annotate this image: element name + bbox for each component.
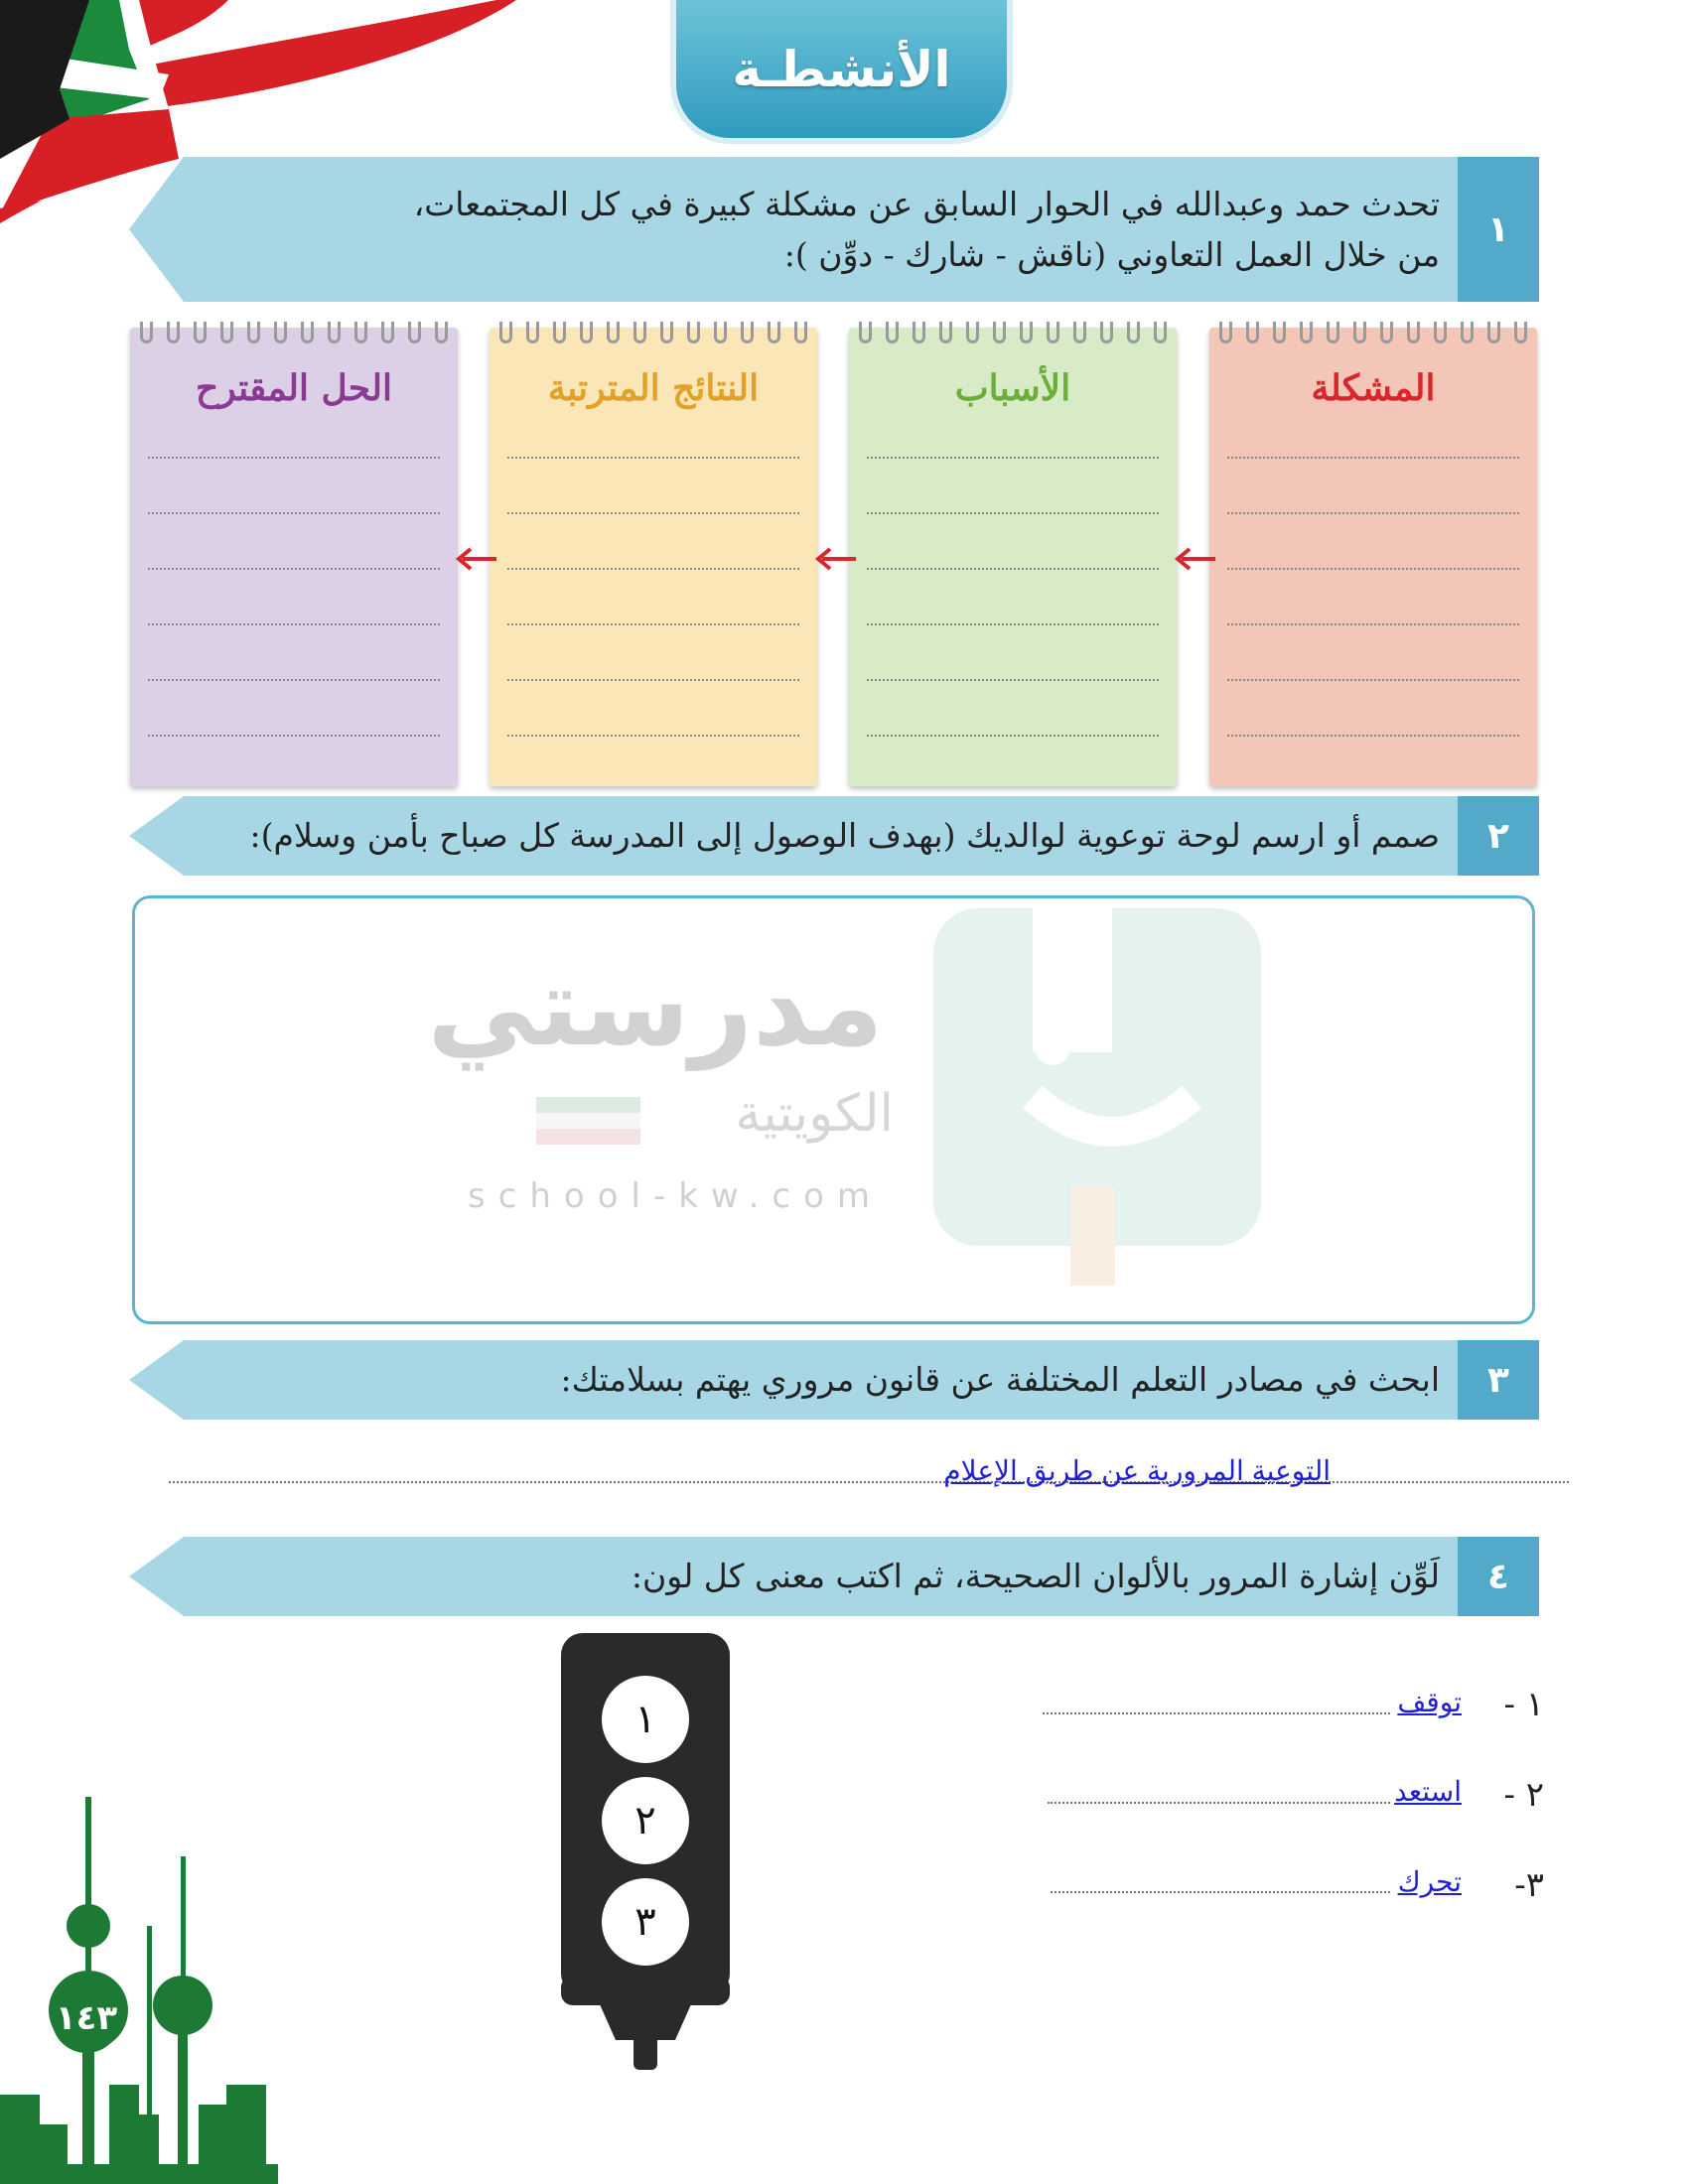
activity-1-text-line1: تحدث حمد وعبدالله في الحوار السابق عن مشكلة كبيرة في كل المجتمعات،	[413, 184, 1440, 223]
notepad-ring	[194, 322, 207, 343]
activity-4-item-3-label: ٣-	[1514, 1865, 1544, 1905]
arrow-left-icon	[453, 544, 498, 574]
notepad-ring	[1219, 322, 1232, 343]
notepad-ring	[274, 322, 287, 343]
notepad-writing-line[interactable]	[867, 568, 1159, 570]
activity-4-item-1-line	[1043, 1712, 1390, 1714]
notepad-ring	[1461, 322, 1474, 343]
notepad-ring	[435, 322, 448, 343]
notepad-writing-line[interactable]	[148, 623, 440, 625]
activity-3-answer-line	[169, 1481, 1569, 1483]
activity-4-item-3-line	[1051, 1891, 1390, 1893]
arrow-left-icon	[1172, 544, 1217, 574]
notepad-ring	[1127, 322, 1140, 343]
notepad-writing-line[interactable]	[1227, 679, 1519, 681]
notepad-ring	[247, 322, 260, 343]
activity-4-number: ٤	[1458, 1537, 1539, 1616]
page-title: الأنشطـة	[732, 40, 951, 98]
traffic-light-label-3: ٣	[634, 1899, 656, 1945]
notepad-solution	[130, 328, 458, 786]
notepad-ring	[526, 322, 539, 343]
arrow-left-icon	[812, 544, 858, 574]
notepad-ring	[768, 322, 780, 343]
notepad-ring	[714, 322, 727, 343]
notepad-ring	[1047, 322, 1059, 343]
notepad-ring	[1327, 322, 1339, 343]
activity-4-item-2-answer[interactable]: استعد	[1394, 1776, 1462, 1807]
notepad-writing-line[interactable]	[148, 457, 440, 459]
activity-2-banner	[129, 796, 1539, 876]
notepad-writing-line[interactable]	[1227, 568, 1519, 570]
activity-3-banner	[129, 1340, 1539, 1420]
notepad-ring	[354, 322, 367, 343]
notepad-ring	[1073, 322, 1086, 343]
notepad-ring	[220, 322, 233, 343]
traffic-light-label-2: ٢	[634, 1798, 656, 1843]
activity-4-text: لَوِّن إشارة المرور بالألوان الصحيحة، ثم اكتب معنى كل لون:	[631, 1557, 1440, 1596]
notepad-causes	[849, 328, 1177, 786]
activity-1-banner	[129, 157, 1539, 302]
activity-4-banner	[129, 1537, 1539, 1616]
notepad-problem	[1209, 328, 1537, 786]
activity-2-text: صمم أو ارسم لوحة توعوية لوالديك (بهدف الوصول إلى المدرسة كل صباح بأمن وسلام):	[249, 816, 1440, 856]
kuwait-towers-decoration	[0, 1797, 278, 2184]
notepad-writing-line[interactable]	[507, 735, 799, 737]
notepad-writing-line[interactable]	[867, 457, 1159, 459]
activity-3-number: ٣	[1458, 1340, 1539, 1420]
notepad-ring	[966, 322, 979, 343]
notepad-writing-line[interactable]	[867, 512, 1159, 514]
notepad-writing-line[interactable]	[867, 679, 1159, 681]
notepad-ring	[1407, 322, 1420, 343]
activity-4-item-3-answer[interactable]: تحرك	[1397, 1866, 1462, 1897]
notepad-ring	[1380, 322, 1393, 343]
notepad-writing-line[interactable]	[1227, 457, 1519, 459]
drawing-area[interactable]	[132, 895, 1535, 1324]
watermark-subtitle: الكويتية	[735, 1084, 894, 1144]
notepad-consequences-title: النتائج المترتبة	[547, 367, 760, 409]
notepad-ring	[1273, 322, 1286, 343]
activity-3-answer[interactable]: التوعية المرورية عن طريق الإعلام	[943, 1455, 1331, 1486]
notepad-ring	[913, 322, 925, 343]
notepad-writing-line[interactable]	[507, 512, 799, 514]
traffic-light-label-1: ١	[634, 1697, 656, 1742]
notepad-writing-line[interactable]	[867, 623, 1159, 625]
notepad-ring	[381, 322, 394, 343]
notepad-ring	[408, 322, 421, 343]
page-number: ١٤٣	[52, 1983, 121, 2053]
activity-1-text-line2: من خلال العمل التعاوني (ناقش - شارك - دوِّن ):	[783, 235, 1440, 274]
notepad-ring	[1154, 322, 1167, 343]
traffic-light-circle-1[interactable]	[602, 1676, 689, 1763]
notepad-ring	[1487, 322, 1500, 343]
notepad-writing-line[interactable]	[148, 735, 440, 737]
notepad-ring	[660, 322, 673, 343]
traffic-light-circle-2[interactable]	[602, 1777, 689, 1864]
notepad-ring	[993, 322, 1006, 343]
notepad-ring	[580, 322, 593, 343]
notepad-ring	[140, 322, 153, 343]
notepad-writing-line[interactable]	[507, 568, 799, 570]
notepad-ring	[1246, 322, 1259, 343]
notepad-ring	[607, 322, 620, 343]
activity-4-item-2-line	[1048, 1802, 1390, 1804]
notepad-ring	[1353, 322, 1366, 343]
notepad-ring	[1434, 322, 1447, 343]
notepad-problem-title: المشكلة	[1311, 367, 1436, 409]
activity-4-item-2-label: ٢ -	[1503, 1775, 1544, 1815]
activity-1-number: ١	[1458, 157, 1539, 302]
notepad-writing-line[interactable]	[148, 679, 440, 681]
watermark-title: مدرستي	[427, 943, 884, 1070]
activity-2-number: ٢	[1458, 796, 1539, 876]
notepad-writing-line[interactable]	[1227, 623, 1519, 625]
notepad-ring	[499, 322, 512, 343]
notepad-solution-title: الحل المقترح	[196, 367, 392, 409]
notepad-writing-line[interactable]	[1227, 735, 1519, 737]
notepad-writing-line[interactable]	[148, 568, 440, 570]
notepad-ring	[1020, 322, 1033, 343]
notepad-writing-line[interactable]	[507, 679, 799, 681]
notepad-ring	[859, 322, 872, 343]
notepad-causes-title: الأسباب	[954, 367, 1071, 409]
activity-3-text: ابحث في مصادر التعلم المختلفة عن قانون مروري يهتم بسلامتك:	[560, 1360, 1440, 1400]
notepad-writing-line[interactable]	[507, 623, 799, 625]
watermark-url: school-kw.com	[467, 1176, 884, 1216]
notepad-ring	[1514, 322, 1527, 343]
activity-4-item-1-label: ١ -	[1503, 1685, 1544, 1724]
notepad-writing-line[interactable]	[507, 457, 799, 459]
notepad-ring	[633, 322, 646, 343]
notepad-ring	[886, 322, 899, 343]
notepad-ring	[167, 322, 180, 343]
notepad-ring	[328, 322, 341, 343]
notepad-ring	[741, 322, 754, 343]
notepad-consequences	[490, 328, 817, 786]
notepad-ring	[553, 322, 566, 343]
notepad-ring	[1100, 322, 1113, 343]
notepad-ring	[687, 322, 700, 343]
page-title-tab	[670, 0, 1013, 144]
activity-4-item-1-answer[interactable]: توقف	[1397, 1687, 1462, 1717]
notepad-ring	[1300, 322, 1313, 343]
notepad-ring	[301, 322, 314, 343]
notepad-writing-line[interactable]	[148, 512, 440, 514]
notepad-writing-line[interactable]	[1227, 512, 1519, 514]
notepad-writing-line[interactable]	[867, 735, 1159, 737]
notepad-ring	[794, 322, 807, 343]
traffic-light-circle-3[interactable]	[602, 1878, 689, 1966]
notepad-ring	[939, 322, 952, 343]
